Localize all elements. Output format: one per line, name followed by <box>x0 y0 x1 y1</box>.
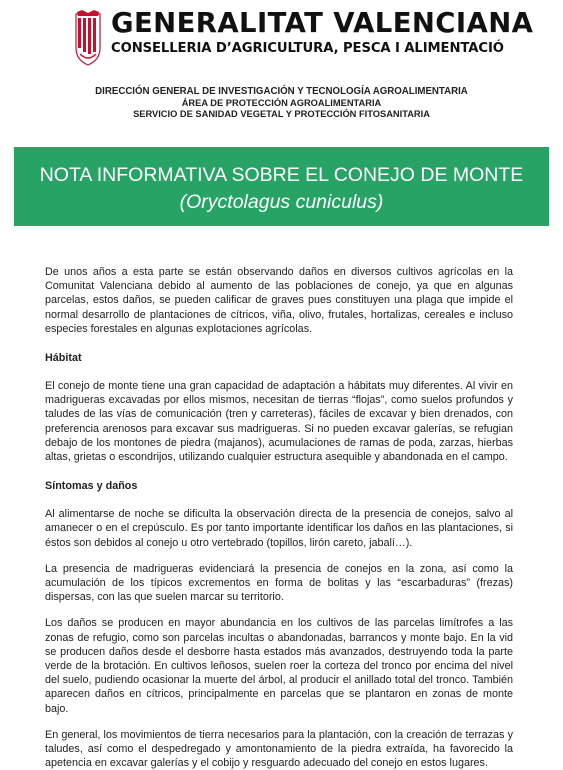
habitat-heading: Hábitat <box>45 352 82 365</box>
department-name: CONSELLERIA D’AGRICULTURA, PESCA I ALIMENTACIÓ <box>111 41 504 56</box>
sintomas-heading: Síntomas y daños <box>45 480 138 493</box>
document-subtitle: (Oryctolagus cuniculus) <box>179 191 384 213</box>
sintomas-paragraph-4: En general, los movimientos de tierra necesarios para la plantación, con la creación de terrazas y taludes, así como el despedregado y amontonamiento de la piedra extraída, ha favorecido la apetencia en excavar galerías y el cobijo y resguardo adecuado del conejo en estos lugares. <box>45 728 513 770</box>
directorate-line: DIRECCIÓN GENERAL DE INVESTIGACIÓN Y TECNOLOGÍA AGROALIMENTARIA <box>95 86 468 97</box>
intro-paragraph: De unos años a esta parte se están observando daños en diversos cultivos agrícolas en la Comunitat Valenciana debido al aumento de las poblaciones de conejo, ya que en algunas parcelas, estos daños, se pueden calificar de graves pues constituyen una plaga que impide el normal desarrollo de plantaciones de cítricos, viña, olivo, frutales, hortalizas, cereales e incluso especies forestales en algunas explotaciones agrícolas. <box>45 266 513 335</box>
sintomas-paragraph-1: Al alimentarse de noche se dificulta la observación directa de la presencia de conejos, salvo al amanecer o en el crepúsculo. Es por tanto importante identificar los daños en las plantaciones, si éstos son debidos al conejo u otro vertebrado (topillos, lirón careto, jabalí…). <box>45 508 513 549</box>
service-line: SERVICIO DE SANIDAD VEGETAL Y PROTECCIÓN FITOSANITARIA <box>133 109 430 119</box>
area-line: ÁREA DE PROTECCIÓN AGROALIMENTARIA <box>181 97 382 108</box>
generalitat-shield-icon <box>74 10 102 66</box>
document-body <box>45 265 513 770</box>
org-name: GENERALITAT VALENCIANA <box>111 7 534 39</box>
sintomas-paragraph-3: Los daños se producen en mayor abundancia en los cultivos de las parcelas limítrofes a las zonas de refugio, como son parcelas incultas o abandonadas, barrancos y monte bajo. En la vid se producen daños desde el desborre hasta estados más avanzados, destruyendo toda la parte verde de la brotación. En cultivos leñosos, suelen roer la corteza del tronco por encima del nivel del suelo, pudiendo ocasionar la muerte del árbol, al producir el anillado total del tronco. También aparecen daños en cítricos, principalmente en parcelas que se plantaron en zonas de monte bajo. <box>45 617 513 715</box>
habitat-paragraph: El conejo de monte tiene una gran capacidad de adaptación a hábitats muy diferentes. Al vivir en madrigueras excavadas por ellos mismos, necesitan de tierras “flojas”, como suelos profundos y taludes de las vías de comunicación (tren y carreteras), fáciles de excavar y bien drenados, con preferencia arenosos para excavar sus madrigueras. Si no pueden excavar galerías, se refugian debajo de los montones de piedra (majanos), acumulaciones de ramas de poda, zarzas, hierbas altas, grietas o escondrijos, utilizando cualquier estructura asequible y abandonada en el campo. <box>45 380 513 464</box>
header-directorate-block <box>0 86 563 121</box>
document-title: NOTA INFORMATIVA SOBRE EL CONEJO DE MONTE <box>39 164 524 186</box>
sintomas-paragraph-2: La presencia de madrigueras evidenciará la presencia de conejos en la zona, así como la acumulación de los típicos excrementos en forma de bolitas y las “escarbaduras” (frezas) dispersas, con las que suelen marcar su territorio. <box>45 562 513 604</box>
